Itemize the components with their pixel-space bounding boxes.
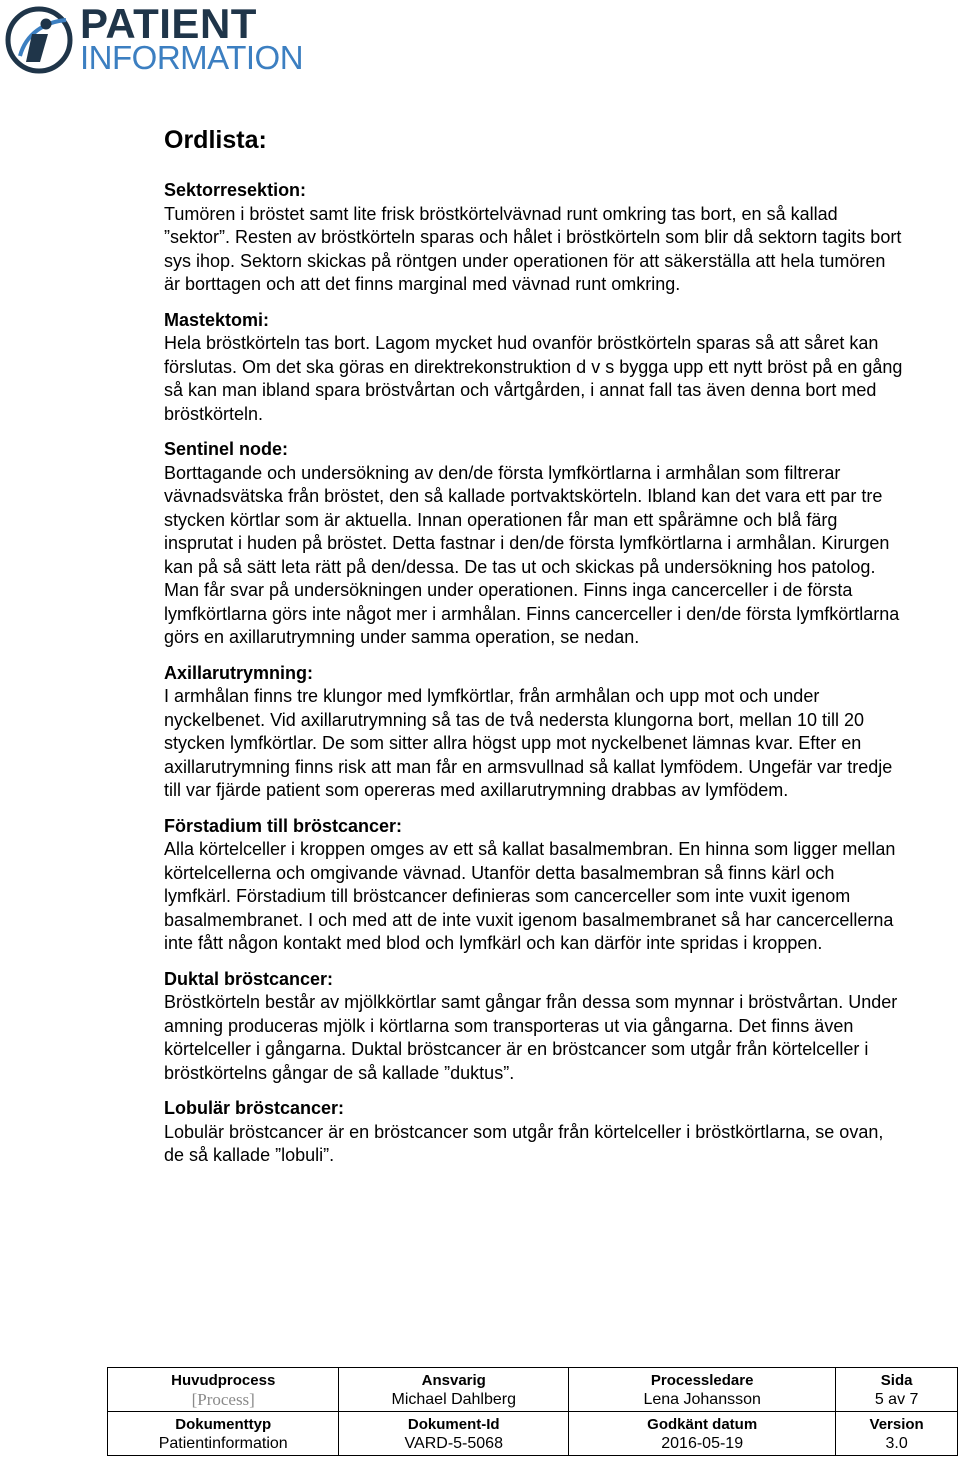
term-heading: Sentinel node: — [164, 439, 289, 459]
footer-row — [108, 1412, 958, 1456]
footer-label: Huvudprocess — [171, 1372, 276, 1389]
footer-cell-sida — [836, 1368, 958, 1412]
footer-value: 3.0 — [885, 1435, 908, 1452]
term-heading: Axillarutrymning: — [164, 662, 314, 683]
footer-value: [Process] — [191, 1390, 255, 1409]
footer-label: Processledare — [650, 1372, 754, 1389]
term-text: Bröstkörteln består av mjölkkörtlar samt gångar från dessa som mynnar i bröstvårtan. Under amning produceras mjölk i körtlarna som transporteras ut via gångarna. Det finns även körtelceller i gångarna. Duktal bröstcancer är en bröstcancer som utgår från körtelceller i bröstkörtelns gångar de så kallade ”duktus”. — [164, 992, 898, 1083]
term-forstadium — [164, 815, 904, 956]
footer-label: Godkänt datum — [647, 1416, 758, 1433]
footer-value: Michael Dahlberg — [391, 1391, 517, 1408]
footer-label: Sida — [880, 1372, 913, 1389]
footer-value: 2016-05-19 — [661, 1435, 744, 1452]
footer-cell-ansvarig — [339, 1368, 569, 1412]
term-text: Borttagande och undersökning av den/de första lymfkörtlarna i armhålan som filtrerar vävnadsvätska från bröstet, den så kallade portvaktskörteln. Ibland kan det vara ett par tre stycken körtlar som är aktuella. Innan operationen får man ett spårämne och blå färg insprutat i huden på bröstet. Detta fastnar i den/de första lymfkörtlarna i armhålan. Kirurgen kan på så sätt leta rätt på den/dessa. De tas ut och skickas på undersökning hos patolog. Man får svar på undersökningen under operationen. Finns inga cancerceller i de första lymfkörtlarna görs inte något mer i armhålan. Finns cancerceller i den/de första lymfkörtlarna görs en axillarutrymning under samma operation, se nedan. — [164, 462, 900, 647]
term-text: I armhålan finns tre klungor med lymfkörtlar, från armhålan och upp mot och under nyckelbenet. Vid axillarutrymning så tas de två nedersta klungorna bort, mellan 10 till 20 stycken lymfkörtlar. De som sitter allra högst upp mot nyckelbenet lämnas kvar. Efter en axillarutrymning finns risk att man får en armsvullnad så kallat lymfödem. Ungefär var tredje till var fjärde patient som opereras med axillarutrymning drabbas av lymfödem. — [164, 686, 893, 800]
term-heading: Mastektomi: — [164, 309, 270, 330]
footer-label: Dokumenttyp — [175, 1416, 272, 1433]
footer-row — [108, 1368, 958, 1412]
term-sektorresektion — [164, 179, 904, 297]
footer-cell-version — [836, 1412, 958, 1456]
term-text: Tumören i bröstet samt lite frisk bröstkörtelvävnad runt omkring tas bort, en så kallad ”sektor”. Resten av bröstkörteln sparas och hålet i bröstkörteln som blir då sektorn tagits bort sys ihop. Sektorn skickas på röntgen under operationen för att säkerställa att hela tumören är borttagen och att det finns marginal med vävnad runt omkring. — [164, 203, 902, 294]
term-lobular — [164, 1097, 904, 1168]
term-sentinel-node — [164, 438, 904, 650]
footer-cell-dokumenttyp — [108, 1412, 339, 1456]
footer-value: 5 av 7 — [874, 1391, 919, 1408]
page-title: Ordlista: — [164, 126, 267, 154]
term-heading: Sektorresektion: — [164, 180, 307, 200]
footer-value: Patientinformation — [158, 1435, 288, 1452]
document-footer-table — [107, 1367, 958, 1456]
document-body — [164, 124, 904, 1180]
term-heading: Duktal bröstcancer: — [164, 968, 334, 989]
term-mastektomi — [164, 309, 904, 427]
footer-label: Dokument-Id — [407, 1416, 500, 1433]
footer-label: Ansvarig — [421, 1372, 486, 1389]
footer-value: Lena Johansson — [643, 1391, 761, 1408]
footer-label: Version — [869, 1416, 924, 1433]
footer-value: VARD-5-5068 — [404, 1435, 503, 1452]
term-axillarutrymning — [164, 662, 904, 803]
logo-line-2: INFORMATION — [80, 39, 304, 76]
term-heading: Förstadium till bröstcancer: — [164, 815, 403, 836]
term-text: Alla körtelceller i kroppen omges av ett så kallat basalmembran. En hinna som ligger mellan körtelcellerna och omgivande vävnad. Utanför detta basalmembran så finns kärl och lymfkärl. Förstadium till bröstcancer definieras som cancerceller som inte vuxit igenom basalmembranet. I och med att de inte vuxit igenom basalmembranet så har cancercellerna inte fått någon kontakt med blod och lymfkärl och kan därför inte spridas i kroppen. — [164, 839, 896, 953]
info-i-icon — [4, 4, 76, 76]
footer-cell-dokument-id — [339, 1412, 569, 1456]
term-heading: Lobulär bröstcancer: — [164, 1098, 345, 1118]
footer-cell-godkant-datum — [569, 1412, 836, 1456]
term-text: Lobulär bröstcancer är en bröstcancer som utgår från körtelceller i bröstkörtlarna, se ovan, de så kallade ”lobuli”. — [164, 1121, 884, 1165]
term-text: Hela bröstkörteln tas bort. Lagom mycket hud ovanför bröstkörteln sparas så att såret kan förslutas. Om det ska göras en direktrekonstruktion d v s bygga upp ett nytt bröst på en gång så kan man ibland spara bröstvårtan och vårtgården, i annat fall tas även denna bort med bröstkörteln. — [164, 333, 903, 424]
logo-line-1: PATIENT — [80, 0, 257, 47]
term-duktal — [164, 968, 904, 1086]
patient-information-logo — [4, 0, 304, 76]
footer-cell-processledare — [569, 1368, 836, 1412]
footer-cell-huvudprocess — [108, 1368, 339, 1412]
